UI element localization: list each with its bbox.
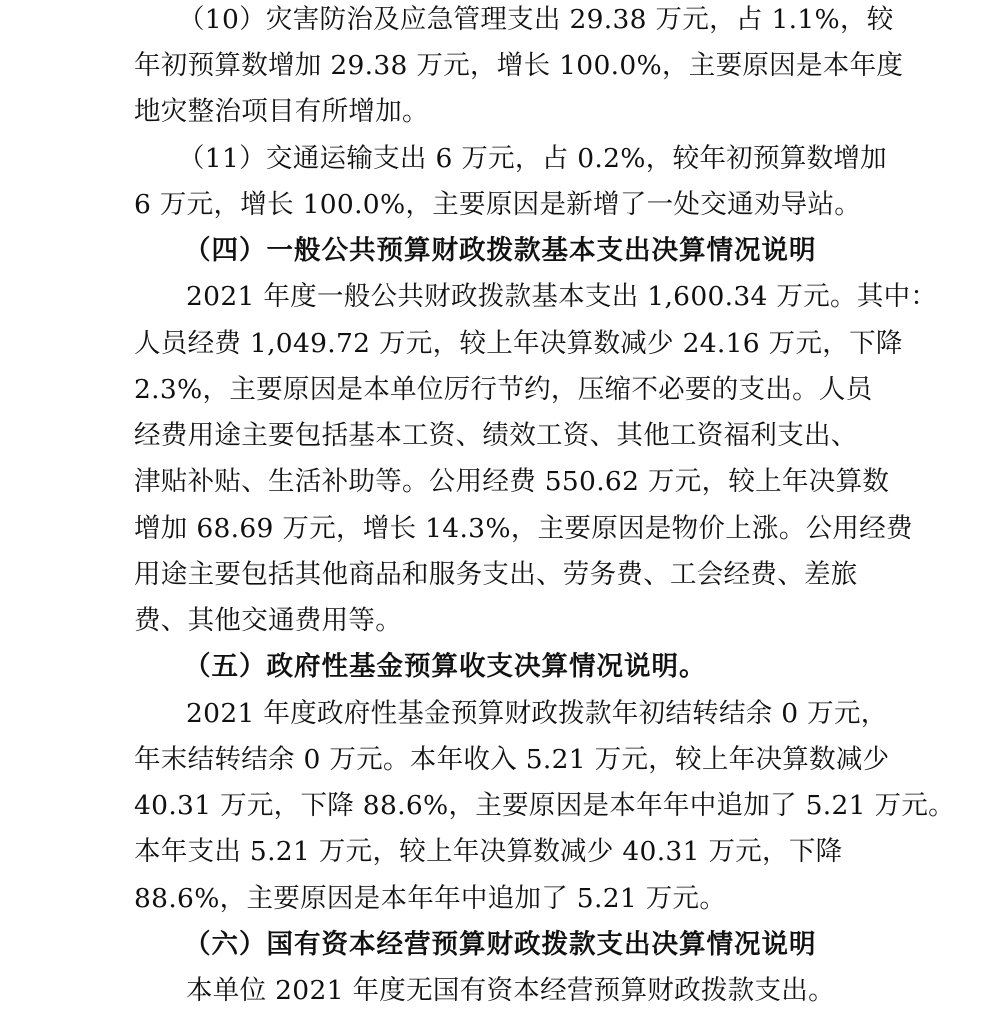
paragraph-line: 2021 年度政府性基金预算财政拨款年初结转结余 0 万元， — [186, 698, 888, 729]
paragraph-line: 40.31 万元，下降 88.6%，主要原因是本年年中追加了 5.21 万元。 — [134, 790, 955, 821]
paragraph-line: 本年支出 5.21 万元，较上年决算数减少 40.31 万元，下降 — [134, 836, 843, 867]
paragraph-line: 费、其他交通费用等。 — [134, 605, 402, 636]
paragraph-line: 地灾整治项目有所增加。 — [134, 96, 429, 127]
paragraph-line: 增加 68.69 万元，增长 14.3%，主要原因是物价上涨。公用经费 — [134, 513, 913, 544]
paragraph-line: （10）灾害防治及应急管理支出 29.38 万元，占 1.1%，较 — [178, 4, 894, 35]
paragraph-line: 津贴补贴、生活补助等。公用经费 550.62 万元，较上年决算数 — [134, 466, 890, 497]
paragraph-line: （11）交通运输支出 6 万元，占 0.2%，较年初预算数增加 — [178, 143, 887, 174]
paragraph-line: 用途主要包括其他商品和服务支出、劳务费、工会经费、差旅 — [134, 559, 858, 590]
section-heading-5: （五）政府性基金预算收支决算情况说明。 — [184, 651, 707, 682]
paragraph-line: 2.3%，主要原因是本单位厉行节约，压缩不必要的支出。人员 — [134, 374, 873, 405]
paragraph-line: 年末结转结余 0 万元。本年收入 5.21 万元，较上年决算数减少 — [134, 744, 890, 775]
paragraph-line: 2021 年度一般公共财政拨款基本支出 1,600.34 万元。其中： — [186, 281, 938, 312]
paragraph-line: 6 万元，增长 100.0%，主要原因是新增了一处交通劝导站。 — [134, 189, 862, 220]
paragraph-line: 经费用途主要包括基本工资、绩效工资、其他工资福利支出、 — [134, 420, 858, 451]
section-heading-4: （四）一般公共预算财政拨款基本支出决算情况说明 — [184, 235, 817, 266]
paragraph-line: 88.6%，主要原因是本年年中追加了 5.21 万元。 — [134, 883, 727, 914]
section-heading-6: （六）国有资本经营预算财政拨款支出决算情况说明 — [184, 929, 817, 960]
paragraph-line: 年初预算数增加 29.38 万元，增长 100.0%，主要原因是本年度 — [134, 50, 904, 81]
paragraph-line: 人员经费 1,049.72 万元，较上年决算数减少 24.16 万元，下降 — [134, 328, 903, 359]
paragraph-line: 本单位 2021 年度无国有资本经营预算财政拨款支出。 — [186, 975, 835, 1006]
